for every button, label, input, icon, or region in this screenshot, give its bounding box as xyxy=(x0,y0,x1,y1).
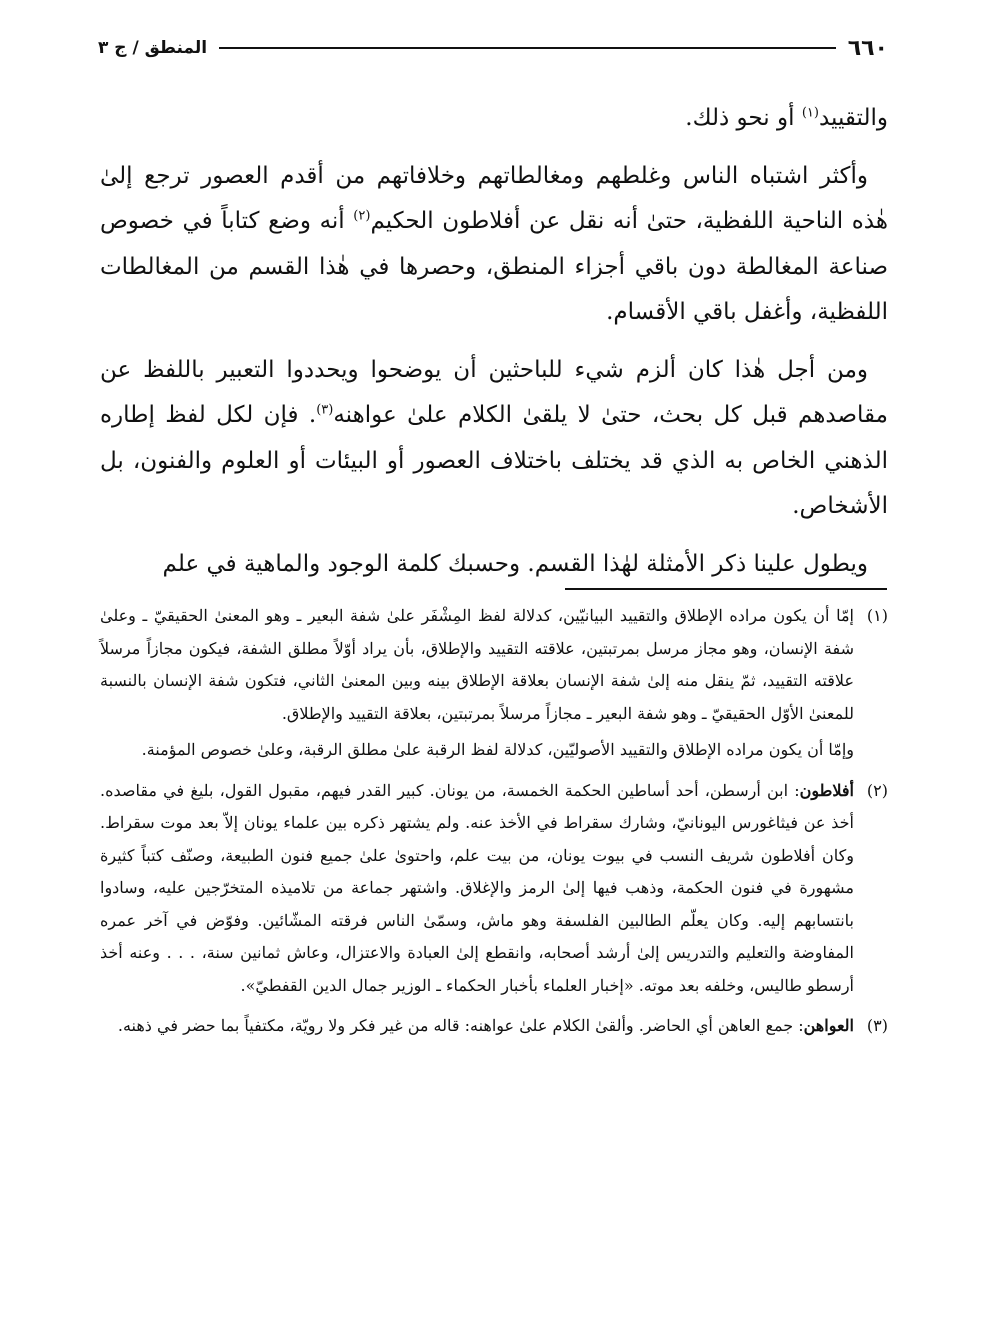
main-text xyxy=(100,96,888,599)
paragraph-1-text-b: أو نحو ذلك. xyxy=(685,105,802,131)
footnote-1-para-2: وإمّا أن يكون مراده الإطلاق والتقييد الأصوليّين، كدلالة لفظ الرقبة علىٰ مطلق الرقبة، وعلىٰ خصوص المؤمنة. xyxy=(141,740,854,759)
footnote-2-body xyxy=(100,775,854,1007)
footnote-ref-1: (١) xyxy=(801,105,819,121)
paragraph-1-text-a: والتقييد xyxy=(818,105,888,131)
footnote-2 xyxy=(100,775,888,1007)
paragraph-2-text-b: أنه وضع كتاباً في خصوص صناعة المغالطة دون باقي أجزاء المنطق، وحصرها في هٰذا القسم من المغالطات اللفظية، وأغفل باقي الأقسام. xyxy=(100,208,888,325)
footnote-2-para-1 xyxy=(100,775,854,1003)
paragraph-1 xyxy=(100,96,888,142)
footnote-ref-3: (٣) xyxy=(316,402,334,418)
page-number: ٦٦٠ xyxy=(847,35,888,61)
paragraph-2-text-a: وأكثر اشتباه الناس وغلطهم ومغالطاتهم وخلافاتهم من أقدم العصور ترجع إلىٰ هٰذه الناحية اللفظية، حتىٰ أنه نقل عن أفلاطون الحكيم xyxy=(100,162,888,234)
footnote-3 xyxy=(100,1010,888,1047)
footnote-2-text: : ابن أرسطن، أحد أساطين الحكمة الخمسة، من يونان. كبير القدر فيهم، مقبول القول، بليغ في مقاصده. أخذ عن فيثاغورس اليونانيّ، وشارك سقراط في الأخذ عنه. ولم يشتهر ذكره بين علماء يونان إلاّ بعد موت سقراط. وكان أفلاطون شريف النسب في بيوت يونان، من بيت علم، واحتوىٰ علىٰ جميع فنون الطبيعة، وصنّف كتباً كثيرة مشهورة في فنون الحكمة، وذهب فيها إلىٰ الرمز والإغلاق. واشتهر جماعة من تلاميذه المتخرّجين عليه، وسادوا بانتسابهم إليه. وكان يعلّم الطالبين الفلسفة وهو ماش، وسمّىٰ الناس فرقته المشّائين. وفوّض في آخر عمره المفاوضة والتعليم والتدريس إلىٰ أرشد أصحابه، وانقطع إلىٰ العبادة والاعتزال، وعاش ثمانين سنة، . . . وعنه أخذ أرسطو طاليس، وخلفه بعد موته. «إخبار العلماء بأخبار الحكماء ـ الوزير جمال الدين القفطيّ». xyxy=(100,780,855,995)
footnote-1-para-1: إمّا أن يكون مراده الإطلاق والتقييد البيانيّين، كدلالة لفظ المِشْفَر علىٰ شفة البعير ـ وهو المعنىٰ الحقيقيّ ـ وعلىٰ شفة الإنسان، وهو مجاز مرسل بمرتبتين، علاقته التقييد والإطلاق، بأن يراد أوّلاً مطلق الشفة، فيكون مجازاً مرسلاً علاقته التقييد، ثمّ ينقل منه إلىٰ شفة الإنسان بعلاقة الإطلاق بينه وبين المعنىٰ الثاني، فتكون شفة الإنسان بالنسبة للمعنىٰ الأوّل الحقيقيّ ـ وهو شفة البعير ـ مجازاً مرسلاً بمرتبتين، بعلاقة التقييد والإطلاق. xyxy=(100,606,854,723)
footnote-2-term: أفلاطون xyxy=(799,780,854,800)
footnote-1-mark: (١) xyxy=(866,606,888,625)
footnote-1-body xyxy=(100,600,854,771)
paragraph-3 xyxy=(100,348,888,530)
footnote-2-mark: (٢) xyxy=(866,780,888,800)
footnote-3-text: : جمع العاهن أي الحاضر. وألقىٰ الكلام علىٰ عواهنه: قاله من غير فكر ولا رويّة، مكتفياً بما حضر في ذهنه. xyxy=(117,1016,804,1035)
paragraph-3-text-b: . فإن لكل لفظ إطاره الذهني الخاص به الذي قد يختلف باختلاف العصور أو البيئات أو العلوم والفنون، بل الأشخاص. xyxy=(100,402,888,519)
running-title: المنطق / ج ٣ xyxy=(98,38,208,58)
footnote-divider xyxy=(565,588,887,590)
footnote-3-para-1 xyxy=(100,1010,854,1043)
header-rule xyxy=(219,47,836,49)
page-header xyxy=(98,30,888,66)
footnote-3-term: العواهن xyxy=(803,1016,854,1035)
footnote-ref-2: (٢) xyxy=(353,208,371,224)
footnote-1 xyxy=(100,600,888,771)
paragraph-2 xyxy=(100,154,888,336)
paragraph-4: ويطول علينا ذكر الأمثلة لهٰذا القسم. وحسبك كلمة الوجود والماهية في علم xyxy=(162,550,868,577)
footnote-3-body xyxy=(100,1010,854,1047)
footnote-3-mark: (٣) xyxy=(866,1016,888,1035)
footnotes xyxy=(100,600,888,1051)
paragraph-3-text-a: ومن أجل هٰذا كان ألزم شيء للباحثين أن يوضحوا ويحددوا التعبير باللفظ عن مقاصدهم قبل كل بحث، حتىٰ لا يلقىٰ الكلام علىٰ عواهنه xyxy=(100,356,888,428)
